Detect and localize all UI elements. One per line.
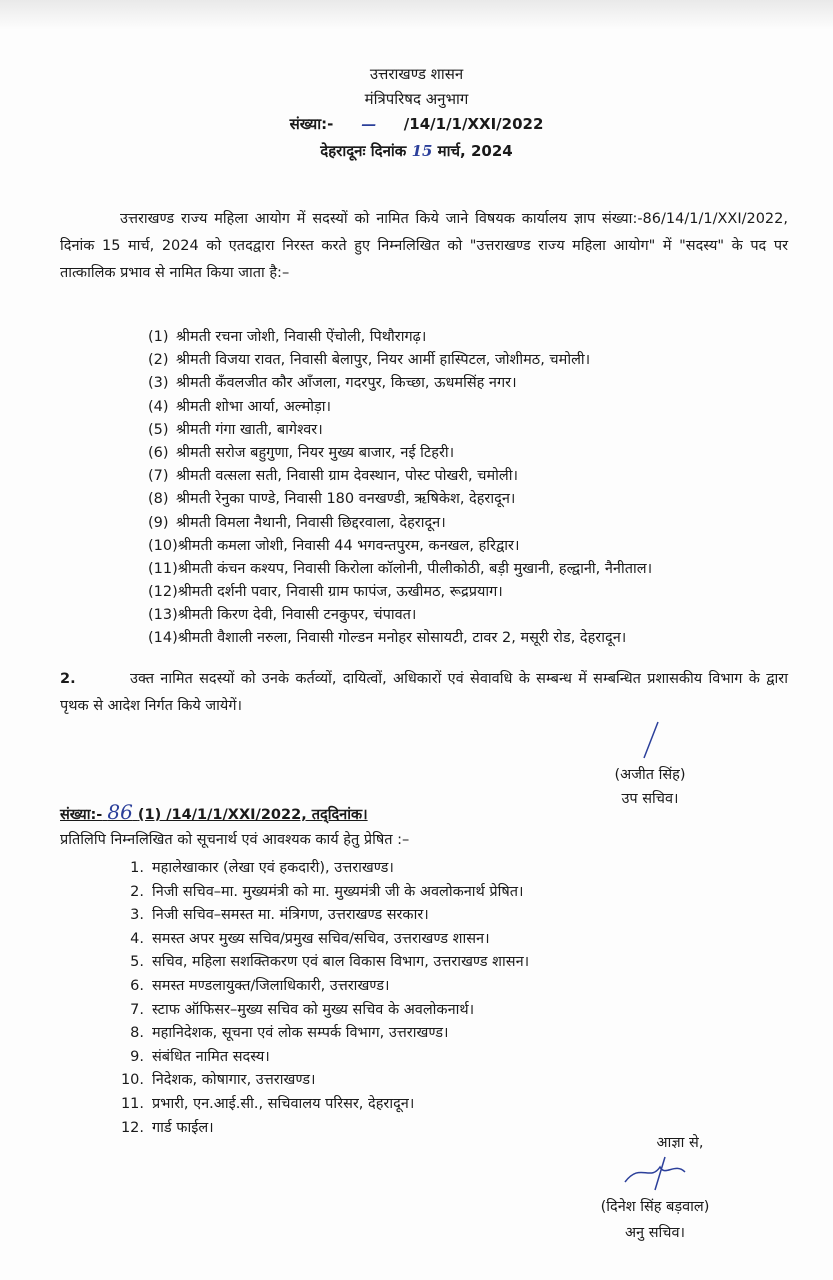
item-text: सचिव, महिला सशक्तिकरण एवं बाल विकास विभाग, उत्तराखण्ड शासन। [152, 954, 530, 971]
item-number: (13) [148, 607, 178, 624]
item-number: (9) [148, 514, 169, 531]
copy-ref-label: संख्या:- [60, 807, 103, 823]
item-number: 5. [130, 954, 144, 971]
date-prefix: देहरादूनः दिनांक [320, 142, 407, 160]
list-item [148, 512, 652, 535]
order-date [0, 141, 833, 161]
list-item [148, 535, 652, 558]
item-text: श्रीमती वैशाली नरुला, निवासी गोल्डन मनोहर सोसायटी, टावर 2, मसूरी रोड, देहरादून। [177, 630, 627, 647]
item-number: (8) [148, 491, 169, 508]
list-item [112, 857, 529, 881]
item-number: 9. [130, 1048, 144, 1065]
list-item [148, 488, 652, 511]
item-text: संबंधित नामित सदस्य। [152, 1048, 270, 1065]
list-item [148, 349, 652, 372]
signature-mark [595, 1152, 715, 1192]
signatory-name: (अजीत सिंह) [614, 767, 686, 783]
list-item [112, 951, 529, 975]
item-number: 7. [130, 1001, 144, 1018]
item-text: प्रभारी, एन.आई.सी., सचिवालय परिसर, देहरादून। [152, 1095, 415, 1112]
section-heading: मंत्रिपरिषद अनुभाग [364, 90, 469, 108]
list-item [148, 627, 652, 650]
order-phrase: आज्ञा से, [656, 1135, 704, 1151]
list-item [112, 1117, 529, 1141]
item-text: श्रीमती कँवलजीत कौर आँजला, गदरपुर, किच्छा, ऊधमसिंह नगर। [176, 375, 517, 392]
scan-edge [0, 0, 833, 30]
item-text: महानिदेशक, सूचना एवं लोक सम्पर्क विभाग, उत्तराखण्ड। [152, 1025, 449, 1042]
intro-paragraph: उत्तराखण्ड राज्य महिला आयोग में सदस्यों को नामित किये जाने विषयक कार्यालय ज्ञाप संख्या:-86/14/1/1/XXI/2022, दिनांक 15 मार्च, 2024 को एतदद्वारा निरस्त करते हुए निम्नलिखित को "उत्तराखण्ड राज्य महिला आयोग" में "सदस्य" के पद पर तात्कालिक प्रभाव से नामित किया जाता है:– [60, 211, 788, 281]
handwritten-date: 15 [411, 142, 433, 160]
item-number: (12) [148, 584, 178, 601]
item-text: श्रीमती विजया रावत, निवासी बेलापुर, नियर आर्मी हास्पिटल, जोशीमठ, चमोली। [176, 352, 591, 369]
copy-intro: प्रतिलिपि निम्नलिखित को सूचनार्थ एवं आवश्यक कार्य हेतु प्रेषित :– [60, 832, 410, 848]
item-text: श्रीमती वत्सला सती, निवासी ग्राम देवस्थान, पोस्ट पोखरी, चमोली। [176, 468, 518, 485]
item-text: महालेखाकार (लेखा एवं हकदारी), उत्तराखण्ड। [152, 860, 394, 876]
order-number [0, 114, 833, 134]
item-number: (1) [148, 329, 169, 345]
list-item [112, 1069, 529, 1093]
item-text: श्रीमती कमला जोशी, निवासी 44 भगवन्तपुरम, कनखल, हरिद्वार। [177, 537, 520, 554]
list-item [112, 1093, 529, 1117]
item-number: 11. [120, 1095, 144, 1112]
list-item [112, 999, 529, 1023]
signatory-designation: अनु सचिव। [624, 1225, 686, 1241]
item-text: श्रीमती दर्शनी पवार, निवासी ग्राम फापंज, ऊखीमठ, रूद्रप्रयाग। [177, 584, 503, 601]
item-number: (14) [148, 630, 178, 647]
list-item [148, 581, 652, 604]
list-item [112, 881, 529, 905]
item-text: श्रीमती सरोज बहुगुणा, नियर मुख्य बाजार, नई टिहरी। [176, 444, 455, 461]
item-text: समस्त अपर मुख्य सचिव/प्रमुख सचिव/सचिव, उत्तराखण्ड शासन। [152, 930, 490, 947]
list-item [148, 326, 652, 349]
copy-list [112, 857, 529, 1140]
copy-reference [60, 800, 368, 824]
item-number: (2) [148, 352, 169, 369]
list-item [148, 419, 652, 442]
copy-ref-suffix: (1) /14/1/1/XXI/2022, तद्‌दिनांक। [137, 807, 368, 823]
list-item [148, 604, 652, 627]
signatory-name: (दिनेश सिंह बड़वाल) [600, 1199, 710, 1215]
item-text: निदेशक, कोषागार, उत्तराखण्ड। [152, 1072, 316, 1089]
list-item [112, 904, 529, 928]
signatory-designation: उप सचिव। [621, 791, 679, 807]
item-number: 1. [130, 860, 144, 876]
item-number: 3. [130, 907, 144, 924]
signature-block-2 [560, 1132, 750, 1242]
list-item [112, 928, 529, 952]
item-number: (10) [148, 537, 178, 554]
item-text: समस्त मण्डलायुक्त/जिलाधिकारी, उत्तराखण्ड। [152, 977, 390, 994]
item-number: (4) [148, 398, 169, 415]
list-item [148, 372, 652, 395]
paragraph-number: 2. [60, 671, 76, 687]
item-text: श्रीमती कंचन कश्यप, निवासी किरोला कॉलोनी, पीलीकोठी, बड़ी मुखानी, हल्द्वानी, नैनीताल। [177, 560, 653, 577]
item-number: (7) [148, 468, 169, 485]
item-number: 10. [120, 1072, 144, 1089]
item-number: (3) [148, 375, 169, 392]
item-text: गार्ड फाईल। [152, 1119, 214, 1136]
members-list [148, 326, 652, 651]
item-text: श्रीमती रचना जोशी, निवासी ऐंचोली, पिथौरागढ़। [176, 329, 427, 345]
list-item [112, 1046, 529, 1070]
signature-mark [630, 720, 670, 760]
item-number: (6) [148, 444, 169, 461]
item-number: 12. [120, 1119, 144, 1136]
item-number: 4. [130, 930, 144, 947]
item-number: 8. [130, 1025, 144, 1042]
copy-ref-handwritten: 86 [107, 800, 133, 824]
list-item [148, 465, 652, 488]
item-number: 6. [130, 977, 144, 994]
item-text: श्रीमती गंगा खाती, बागेश्वर। [176, 421, 323, 438]
date-suffix: मार्च, 2024 [437, 142, 513, 160]
item-number: (11) [148, 560, 178, 577]
paragraph-text: उक्त नामित सदस्यों को उनके कर्तव्यों, दायित्वों, अधिकारों एवं सेवावधि के सम्बन्ध में सम्बन्धित प्रशासकीय विभाग के द्वारा पृथक से आदेश निर्गत किये जायेगें। [60, 671, 788, 714]
item-text: श्रीमती किरण देवी, निवासी टनकुपर, चंपावत। [177, 607, 417, 624]
item-text: स्टाफ ऑफिसर–मुख्य सचिव को मुख्य सचिव के अवलोकनार्थ। [152, 1001, 475, 1018]
number-label: संख्या:- [289, 115, 334, 133]
list-item [148, 442, 652, 465]
item-text: निजी सचिव–मा. मुख्यमंत्री को मा. मुख्यमंत्री जी के अवलोकनार्थ प्रेषित। [152, 883, 524, 900]
list-item [148, 558, 652, 581]
list-item [112, 975, 529, 999]
item-text: श्रीमती रेनुका पाण्डे, निवासी 180 वनखण्डी, ऋषिकेश, देहरादून। [176, 491, 516, 508]
list-item [148, 396, 652, 419]
item-text: श्रीमती विमला नैथानी, निवासी छिद्दरवाला, देहरादून। [176, 514, 446, 531]
item-number: 2. [130, 883, 144, 900]
government-heading: उत्तराखण्ड शासन [369, 65, 464, 83]
item-text: श्रीमती शोभा आर्या, अल्मोड़ा। [176, 398, 332, 415]
handwritten-number: — [361, 115, 377, 133]
item-text: निजी सचिव–समस्त मा. मंत्रिगण, उत्तराखण्ड सरकार। [152, 907, 429, 924]
paragraph-2 [60, 666, 788, 720]
number-suffix: /14/1/1/XXI/2022 [403, 115, 544, 133]
item-number: (5) [148, 421, 169, 438]
list-item [112, 1022, 529, 1046]
signature-block-1 [570, 720, 730, 808]
